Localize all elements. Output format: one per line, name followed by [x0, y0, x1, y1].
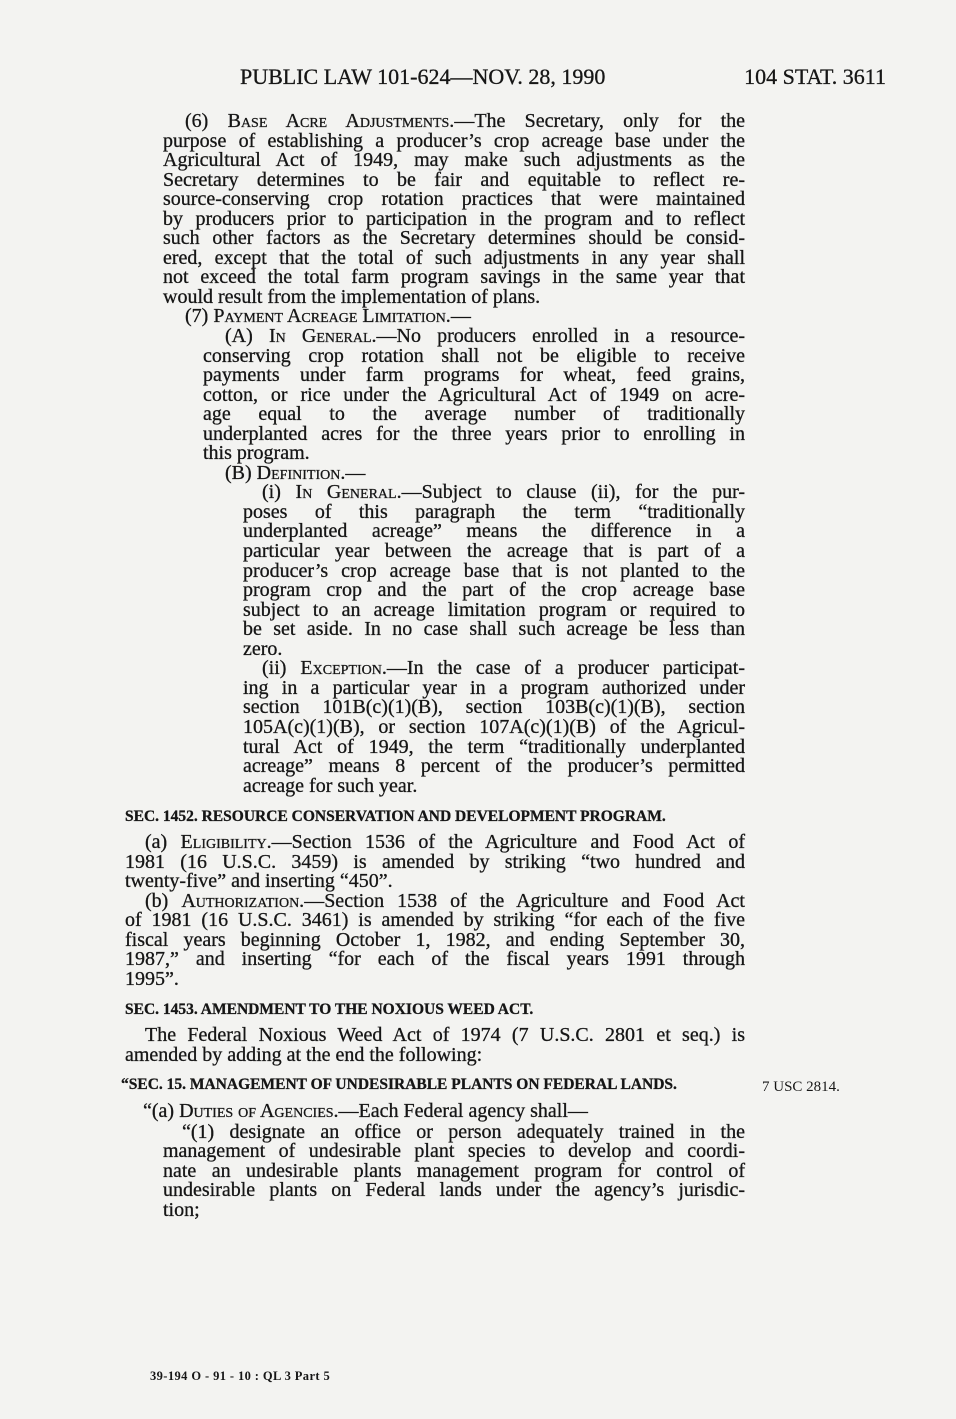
sec-1452-a-heading: Eligibility. — [180, 831, 272, 854]
clause-i-line: subject to an acreage limitation program or required to — [243, 598, 745, 621]
clause-i-line: underplanted acreage” means the difference in a — [243, 520, 745, 543]
sec-15-a-1-line: tion; — [163, 1199, 200, 1222]
para-7-number: (7) — [185, 305, 209, 328]
sec-1452-b-line: 1995”. — [125, 967, 179, 990]
subpara-A-heading: In General. — [268, 325, 377, 348]
sec-1453-line: The Federal Noxious Weed Act of 1974 (7 U.S.C. 2801 et seq.) is — [145, 1023, 745, 1046]
sec-1452-b-line: 1987,” and inserting “for each of the fiscal years 1991 through — [125, 948, 745, 971]
subpara-A-line: age equal to the average number of traditionally — [203, 403, 745, 426]
para-6-first-line — [125, 112, 745, 132]
sec-15-a-1-line: management of undesirable plant species to develop and coordi- — [163, 1140, 745, 1163]
section-1452-heading: SEC. 1452. RESOURCE CONSERVATION AND DEVELOPMENT PROGRAM. — [125, 808, 666, 826]
sec-1452-a-line: twenty-five” and inserting “450”. — [125, 870, 393, 893]
subpara-A-line: cotton, or rice under the Agricultural Act of 1949 on acre- — [203, 383, 745, 406]
sec-1452-b-line: fiscal years beginning October 1, 1982, and ending September 30, — [125, 928, 745, 951]
subpara-A-line: underplanted acres for the three years prior to enrolling in — [203, 422, 745, 445]
sec-15-a-1-line: undesirable plants on Federal lands under the agency’s jurisdic- — [163, 1179, 745, 1202]
subpara-B-lead-text: — — [345, 461, 366, 484]
print-job-code: 39-194 O - 91 - 10 : QL 3 Part 5 — [150, 1369, 331, 1383]
clause-ii-line: ing in a particular year in a program authorized under — [243, 676, 745, 699]
para-6-line: would result from the implementation of plans. — [163, 285, 541, 308]
sec-1452-a-lead-text: —Section 1536 of the Agriculture and Food Act of — [271, 831, 745, 854]
clause-ii-line: tural Act of 1949, the term “traditionally underplanted — [243, 735, 745, 758]
clause-ii-line: acreage” means 8 percent of the producer’s permitted — [243, 755, 745, 778]
sec-1452-b-number: (b) — [145, 889, 169, 912]
sec-15-a-1-line: nate an undesirable plants management program for control of — [163, 1159, 745, 1182]
subpara-A-lead-text: —No producers enrolled in a resource- — [376, 325, 746, 348]
para-6-lead-text: —The Secretary, only for the — [454, 110, 746, 132]
clause-i-line: producer’s crop acreage base that is not planted to the — [243, 559, 745, 582]
para-6-line: such other factors as the Secretary determines should be consid- — [163, 227, 745, 250]
para-7-heading: Payment Acreage Limitation. — [213, 305, 451, 328]
para-6-line: Secretary determines to be fair and equitable to reflect re- — [163, 168, 745, 191]
clause-i-heading: In General. — [295, 481, 402, 504]
clause-ii-heading: Exception. — [300, 657, 387, 680]
clause-i-number: (i) — [262, 481, 281, 504]
clause-ii-lead-text: —In the case of a producer participat- — [386, 657, 746, 680]
sec-1452-b-lead-text: —Section 1538 of the Agriculture and Food Act — [304, 889, 745, 912]
section-1453-heading: SEC. 1453. AMENDMENT TO THE NOXIOUS WEED ACT. — [125, 1001, 534, 1019]
para-6-line: Agricultural Act of 1949, may make such adjustments as the — [163, 149, 745, 172]
subpara-B-heading: Definition. — [256, 461, 346, 484]
clause-i-line: poses of this paragraph the term “traditionally — [243, 500, 745, 523]
running-head-page-ref: 104 STAT. 3611 — [744, 64, 886, 89]
sec-15-a-1-line: “(1) designate an office or person adequately trained in the — [182, 1120, 745, 1143]
margin-citation-note: 7 USC 2814. — [762, 1079, 840, 1095]
subpara-A-line: this program. — [203, 442, 310, 465]
clause-ii-first-line — [125, 659, 745, 679]
sec-1452-a-line: 1981 (16 U.S.C. 3459) is amended by striking “two hundred and — [125, 850, 745, 873]
para-7-lead-text: — — [450, 305, 471, 328]
subpara-A-line: conserving crop rotation shall not be eligible to receive — [203, 344, 745, 367]
subpara-B-number: (B) — [225, 461, 252, 484]
clause-ii-number: (ii) — [262, 657, 287, 680]
subpara-A-line: payments under farm programs for wheat, feed grains, — [203, 364, 745, 387]
sec-15-a-number: “(a) — [143, 1099, 175, 1122]
subpara-A-first-line — [125, 327, 745, 347]
clause-ii-line: acreage for such year. — [243, 774, 418, 797]
sec-15-a-lead-text: —Each Federal agency shall— — [338, 1099, 588, 1122]
running-head-title: PUBLIC LAW 101-624—NOV. 28, 1990 — [240, 64, 606, 89]
para-6-line: not exceed the total farm program savings in the same year that — [163, 266, 745, 289]
clause-i-line: particular year between the acreage that is part of a — [243, 540, 745, 563]
para-6-heading: Base Acre Adjustments. — [227, 110, 455, 132]
para-6-line: purpose of establishing a producer’s crop acreage base under the — [163, 129, 745, 152]
sec-1452-b-line: of 1981 (16 U.S.C. 3461) is amended by striking “for each of the five — [125, 909, 745, 932]
clause-i-first-line — [125, 483, 745, 503]
clause-ii-line: section 101B(c)(1)(B), section 103B(c)(1)(B), section — [243, 696, 745, 719]
clause-ii-line: 105A(c)(1)(B), or section 107A(c)(1)(B) of the Agricul- — [243, 715, 745, 738]
sec-1452-a-first-line — [125, 833, 745, 853]
clause-i-line: be set aside. In no case shall such acreage be less than — [243, 618, 745, 641]
sec-15-a-line — [125, 1099, 745, 1122]
sec-1452-b-heading: Authorization. — [181, 889, 305, 912]
sec-1453-line: amended by adding at the end the following: — [125, 1043, 483, 1066]
para-6-line: ered, except that the total of such adjustments in any year shall — [163, 246, 745, 269]
inserted-section-15-heading: “SEC. 15. MANAGEMENT OF UNDESIRABLE PLANTS ON FEDERAL LANDS. — [121, 1075, 677, 1093]
clause-i-lead-text: —Subject to clause (ii), for the pur- — [401, 481, 746, 504]
para-6-number: (6) — [185, 110, 209, 132]
sec-1452-a-number: (a) — [145, 831, 168, 854]
body-text-column — [121, 110, 746, 1222]
subpara-A-number: (A) — [225, 325, 253, 348]
sec-15-a-heading: Duties of Agencies. — [179, 1099, 339, 1122]
para-6-line: source-conserving crop rotation practices that were maintained — [163, 188, 745, 211]
clause-i-line: program crop and the part of the crop acreage base — [243, 579, 745, 602]
para-6-line: by producers prior to participation in the program and to reflect — [163, 207, 745, 230]
clause-i-line: zero. — [243, 637, 283, 660]
